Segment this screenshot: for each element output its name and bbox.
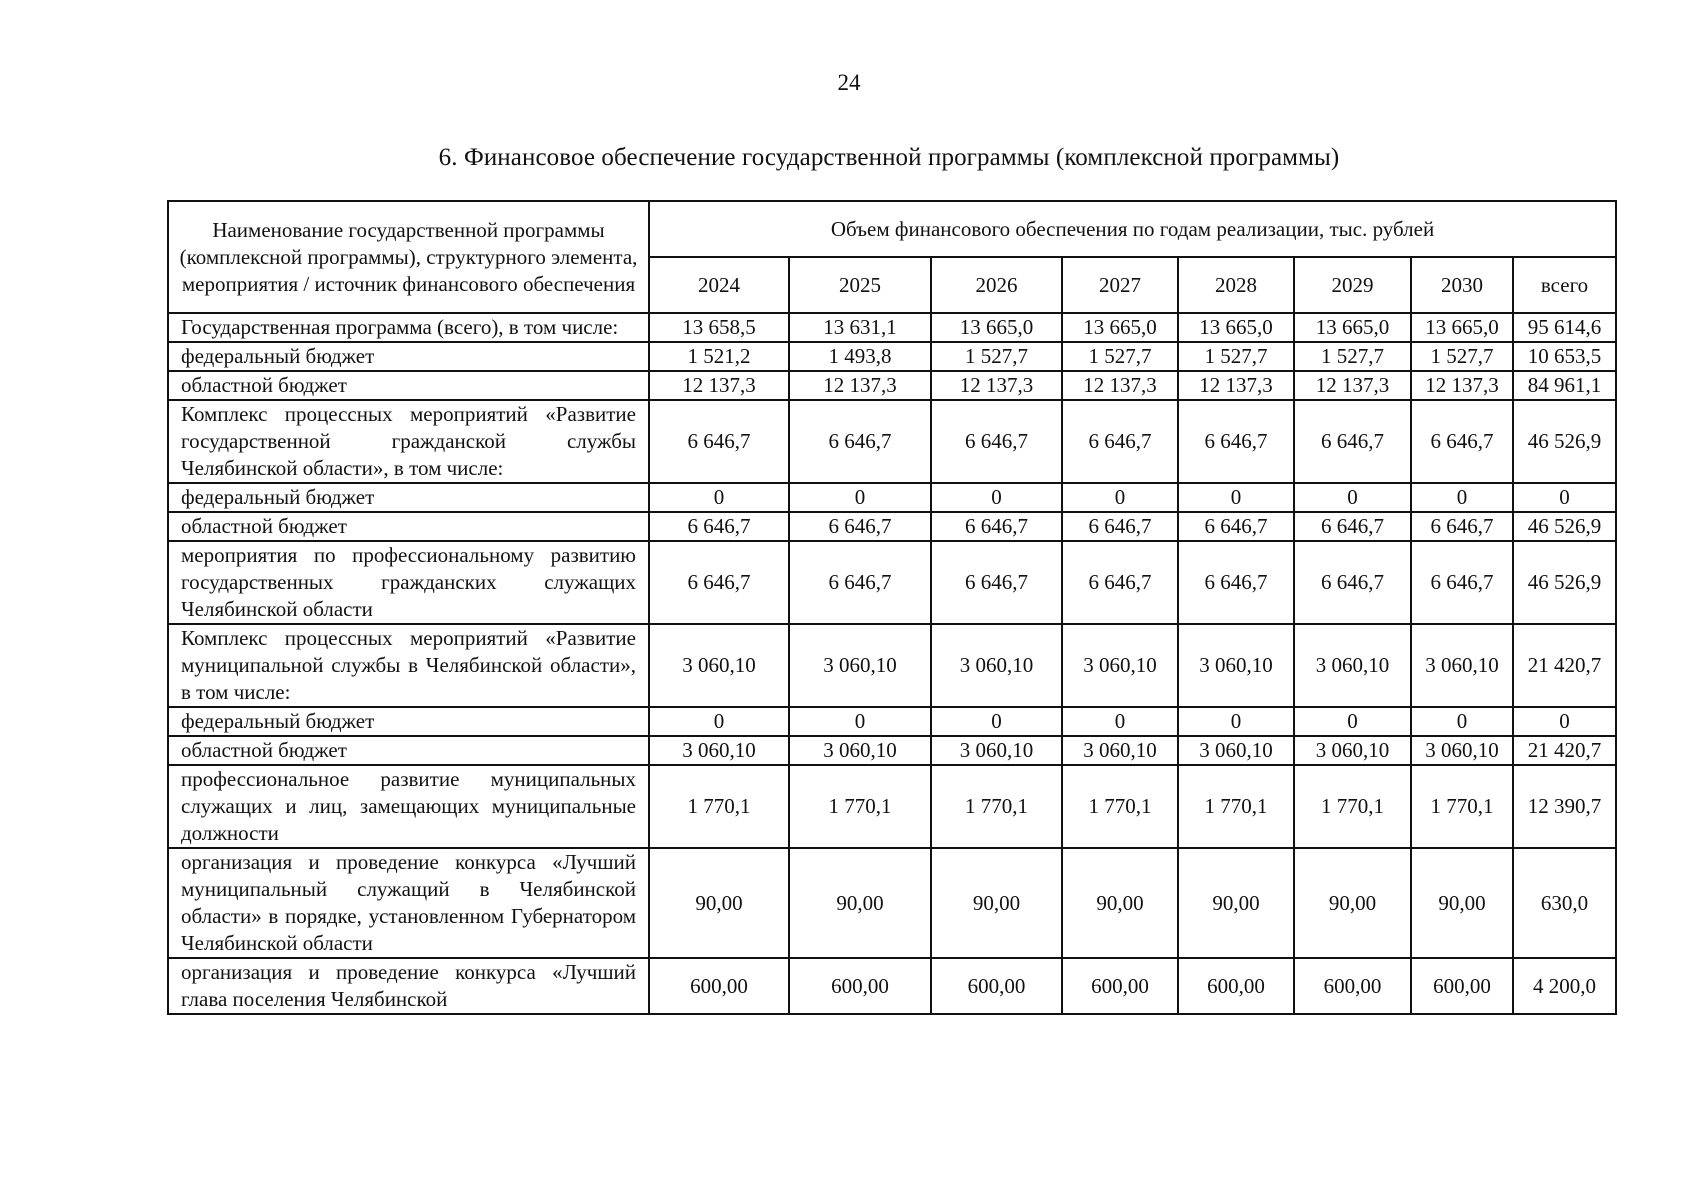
header-name-cell: Наименование государственной программы (комплексной программы), структурного элемента, мероприятия / источник финансового обеспечения (168, 201, 649, 313)
row-value-cell: 1 521,2 (649, 342, 789, 371)
row-value-cell: 6 646,7 (1411, 512, 1513, 541)
header-year-cell: 2026 (931, 257, 1062, 313)
row-value-cell: 13 665,0 (1294, 313, 1411, 342)
row-value-cell: 12 137,3 (1178, 371, 1294, 400)
row-name-cell: Государственная программа (всего), в том числе: (168, 313, 649, 342)
row-value-cell: 13 665,0 (931, 313, 1062, 342)
row-name-cell: федеральный бюджет (168, 707, 649, 736)
row-total-cell: 0 (1513, 483, 1616, 512)
row-total-cell: 21 420,7 (1513, 736, 1616, 765)
row-total-cell: 46 526,9 (1513, 541, 1616, 624)
table-row (168, 707, 1616, 736)
row-value-cell: 13 631,1 (789, 313, 931, 342)
table-row (168, 371, 1616, 400)
row-value-cell: 0 (1062, 483, 1178, 512)
row-value-cell: 600,00 (1411, 958, 1513, 1014)
row-value-cell: 1 770,1 (1411, 765, 1513, 848)
row-total-cell: 21 420,7 (1513, 624, 1616, 707)
row-value-cell: 1 527,7 (1062, 342, 1178, 371)
row-value-cell: 1 770,1 (1178, 765, 1294, 848)
header-total-cell: всего (1513, 257, 1616, 313)
header-year-cell: 2025 (789, 257, 931, 313)
row-value-cell: 90,00 (1411, 848, 1513, 958)
row-value-cell: 6 646,7 (1411, 541, 1513, 624)
row-value-cell: 3 060,10 (1062, 736, 1178, 765)
row-value-cell: 3 060,10 (1411, 624, 1513, 707)
row-value-cell: 6 646,7 (931, 400, 1062, 483)
row-value-cell: 0 (649, 483, 789, 512)
row-name-cell: областной бюджет (168, 371, 649, 400)
row-total-cell: 12 390,7 (1513, 765, 1616, 848)
row-value-cell: 6 646,7 (931, 541, 1062, 624)
row-value-cell: 13 665,0 (1411, 313, 1513, 342)
row-value-cell: 6 646,7 (1178, 512, 1294, 541)
row-total-cell: 46 526,9 (1513, 400, 1616, 483)
header-row-group (168, 201, 1616, 257)
header-year-cell: 2029 (1294, 257, 1411, 313)
row-name-cell: федеральный бюджет (168, 342, 649, 371)
row-value-cell: 3 060,10 (931, 624, 1062, 707)
row-value-cell: 1 527,7 (1294, 342, 1411, 371)
row-value-cell: 6 646,7 (789, 400, 931, 483)
row-name-cell: Комплекс процессных мероприятий «Развитие муниципальной службы в Челябинской области», в том числе: (168, 624, 649, 707)
row-value-cell: 12 137,3 (1411, 371, 1513, 400)
row-total-cell: 630,0 (1513, 848, 1616, 958)
row-name-cell: областной бюджет (168, 512, 649, 541)
row-value-cell: 12 137,3 (931, 371, 1062, 400)
page-number: 24 (837, 70, 861, 95)
row-value-cell: 0 (931, 707, 1062, 736)
row-total-cell: 95 614,6 (1513, 313, 1616, 342)
row-value-cell: 90,00 (789, 848, 931, 958)
table-row (168, 624, 1616, 707)
header-group-cell: Объем финансового обеспечения по годам реализации, тыс. рублей (649, 201, 1616, 257)
row-value-cell: 6 646,7 (1294, 400, 1411, 483)
row-value-cell: 6 646,7 (649, 541, 789, 624)
row-value-cell: 90,00 (1294, 848, 1411, 958)
row-value-cell: 600,00 (649, 958, 789, 1014)
row-value-cell: 0 (1294, 483, 1411, 512)
row-name-cell: организация и проведение конкурса «Лучший муниципальный служащий в Челябинской области» в порядке, установленном Губернатором Челябинской области (168, 848, 649, 958)
row-value-cell: 1 527,7 (1411, 342, 1513, 371)
header-year-cell: 2027 (1062, 257, 1178, 313)
header-year-cell: 2028 (1178, 257, 1294, 313)
table-row (168, 541, 1616, 624)
row-value-cell: 3 060,10 (789, 736, 931, 765)
row-value-cell: 600,00 (1178, 958, 1294, 1014)
row-value-cell: 13 665,0 (1062, 313, 1178, 342)
table-row (168, 736, 1616, 765)
row-value-cell: 6 646,7 (789, 512, 931, 541)
row-value-cell: 90,00 (1178, 848, 1294, 958)
row-value-cell: 90,00 (931, 848, 1062, 958)
row-value-cell: 0 (1178, 483, 1294, 512)
row-value-cell: 0 (1062, 707, 1178, 736)
row-total-cell: 0 (1513, 707, 1616, 736)
row-name-cell: организация и проведение конкурса «Лучший глава поселения Челябинской (168, 958, 649, 1014)
row-value-cell: 6 646,7 (1062, 512, 1178, 541)
row-value-cell: 0 (1294, 707, 1411, 736)
row-value-cell: 0 (931, 483, 1062, 512)
row-total-cell: 4 200,0 (1513, 958, 1616, 1014)
row-value-cell: 1 527,7 (1178, 342, 1294, 371)
row-value-cell: 0 (1178, 707, 1294, 736)
row-name-cell: мероприятия по профессиональному развитию государственных гражданских служащих Челябинской области (168, 541, 649, 624)
row-value-cell: 1 770,1 (931, 765, 1062, 848)
row-value-cell: 1 527,7 (931, 342, 1062, 371)
row-name-cell: Комплекс процессных мероприятий «Развитие государственной гражданской службы Челябинской области», в том числе: (168, 400, 649, 483)
row-value-cell: 1 493,8 (789, 342, 931, 371)
row-value-cell: 6 646,7 (1062, 400, 1178, 483)
row-value-cell: 6 646,7 (1294, 512, 1411, 541)
row-value-cell: 12 137,3 (1294, 371, 1411, 400)
row-value-cell: 13 665,0 (1178, 313, 1294, 342)
row-value-cell: 0 (1411, 707, 1513, 736)
table-row (168, 400, 1616, 483)
table-row (168, 483, 1616, 512)
row-value-cell: 6 646,7 (1178, 541, 1294, 624)
table-row (168, 958, 1616, 1014)
row-value-cell: 600,00 (1294, 958, 1411, 1014)
row-value-cell: 3 060,10 (1062, 624, 1178, 707)
table-row (168, 342, 1616, 371)
row-value-cell: 6 646,7 (1411, 400, 1513, 483)
row-value-cell: 0 (649, 707, 789, 736)
row-value-cell: 1 770,1 (649, 765, 789, 848)
row-name-cell: федеральный бюджет (168, 483, 649, 512)
row-value-cell: 12 137,3 (789, 371, 931, 400)
table-body (168, 313, 1616, 1014)
row-value-cell: 3 060,10 (1411, 736, 1513, 765)
row-value-cell: 3 060,10 (1294, 624, 1411, 707)
row-value-cell: 6 646,7 (789, 541, 931, 624)
row-value-cell: 1 770,1 (1294, 765, 1411, 848)
row-value-cell: 600,00 (789, 958, 931, 1014)
row-value-cell: 0 (789, 483, 931, 512)
row-value-cell: 12 137,3 (1062, 371, 1178, 400)
row-value-cell: 6 646,7 (1178, 400, 1294, 483)
row-name-cell: профессиональное развитие муниципальных служащих и лиц, замещающих муниципальные должности (168, 765, 649, 848)
row-value-cell: 3 060,10 (1178, 624, 1294, 707)
row-total-cell: 46 526,9 (1513, 512, 1616, 541)
row-total-cell: 84 961,1 (1513, 371, 1616, 400)
row-value-cell: 1 770,1 (1062, 765, 1178, 848)
row-value-cell: 0 (789, 707, 931, 736)
row-value-cell: 1 770,1 (789, 765, 931, 848)
header-year-cell: 2030 (1411, 257, 1513, 313)
table-row (168, 512, 1616, 541)
section-title: 6. Финансовое обеспечение государственной программы (комплексной программы) (438, 144, 1340, 171)
row-value-cell: 3 060,10 (649, 736, 789, 765)
row-total-cell: 10 653,5 (1513, 342, 1616, 371)
row-value-cell: 6 646,7 (1294, 541, 1411, 624)
row-value-cell: 3 060,10 (1178, 736, 1294, 765)
row-value-cell: 12 137,3 (649, 371, 789, 400)
table-row (168, 313, 1616, 342)
row-value-cell: 90,00 (649, 848, 789, 958)
header-year-cell: 2024 (649, 257, 789, 313)
row-value-cell: 3 060,10 (649, 624, 789, 707)
table-row (168, 848, 1616, 958)
row-value-cell: 3 060,10 (1294, 736, 1411, 765)
row-name-cell: областной бюджет (168, 736, 649, 765)
row-value-cell: 6 646,7 (931, 512, 1062, 541)
row-value-cell: 6 646,7 (649, 400, 789, 483)
row-value-cell: 13 658,5 (649, 313, 789, 342)
row-value-cell: 6 646,7 (1062, 541, 1178, 624)
table-row (168, 765, 1616, 848)
row-value-cell: 6 646,7 (649, 512, 789, 541)
row-value-cell: 600,00 (1062, 958, 1178, 1014)
row-value-cell: 3 060,10 (789, 624, 931, 707)
row-value-cell: 600,00 (931, 958, 1062, 1014)
row-value-cell: 0 (1411, 483, 1513, 512)
financing-table (167, 200, 1617, 1015)
row-value-cell: 3 060,10 (931, 736, 1062, 765)
row-value-cell: 90,00 (1062, 848, 1178, 958)
